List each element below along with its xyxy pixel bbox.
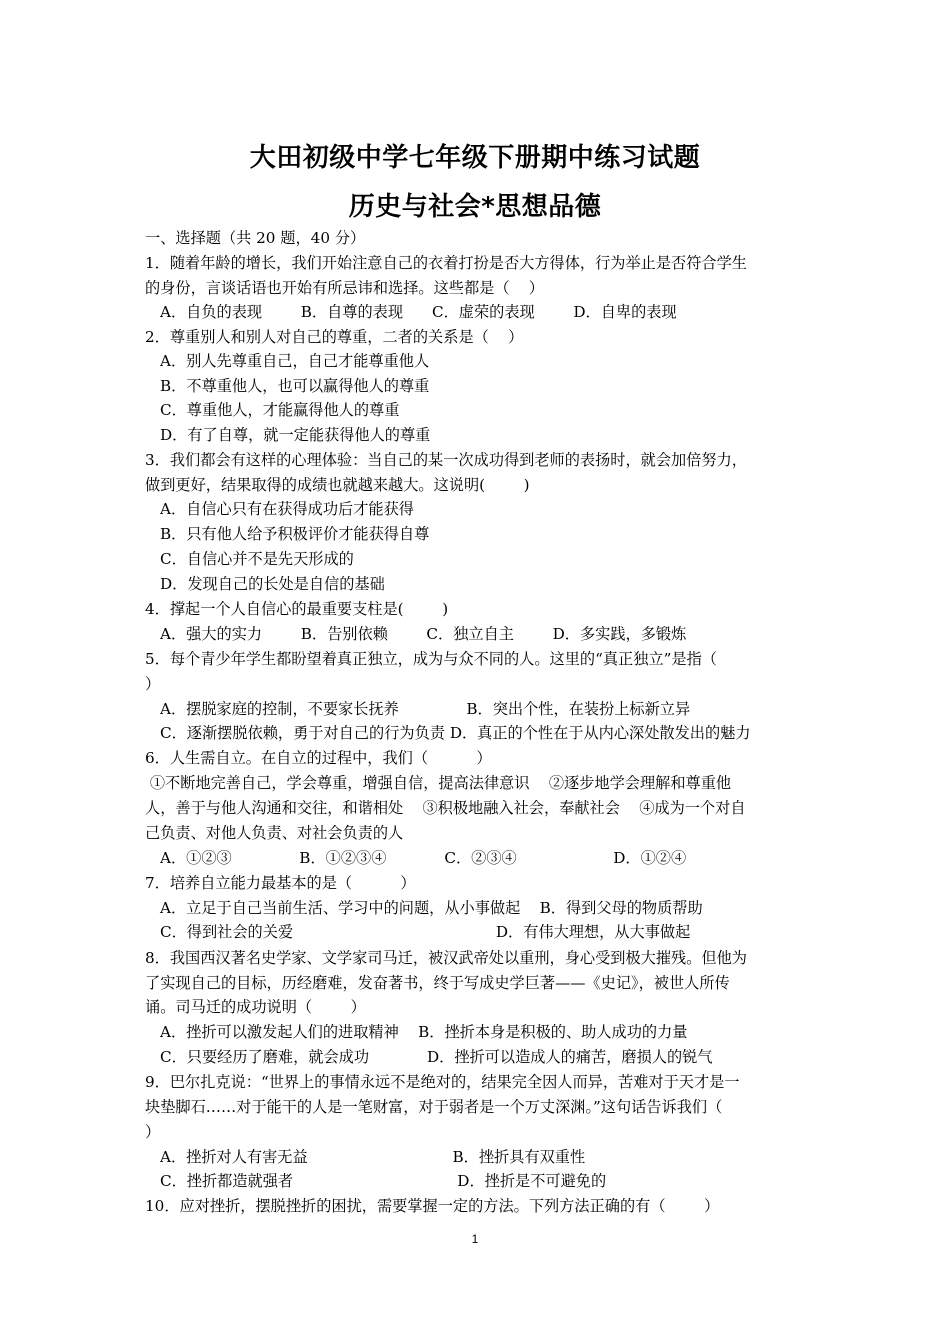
question-8-options-ab: A．挫折可以激发起人们的进取精神 B．挫折本身是积极的、助人成功的力量 [160, 1023, 688, 1041]
question-2-option-d: D．有了自尊，就一定能获得他人的尊重 [160, 426, 431, 444]
page-number: 1 [471, 1232, 479, 1246]
question-1-text-cont: 的身份，言谈话语也开始有所忌讳和选择。这些都是（ ） [145, 279, 544, 297]
question-10-text: 10．应对挫折，摆脱挫折的困扰，需要掌握一定的方法。下列方法正确的有（ ） [145, 1197, 720, 1215]
question-6-statements: ①不断地完善自己，学会尊重，增强自信，提高法律意识 ②逐步地学会理解和尊重他 [145, 774, 732, 792]
question-7-options-cd: C．得到社会的关爱 D．有伟大理想，从大事做起 [160, 923, 691, 941]
section-heading: 一、选择题（共 20 题，40 分） [145, 229, 366, 247]
question-6-options: A．①②③ B．①②③④ C．②③④ D．①②④ [160, 849, 687, 867]
question-9-options-cd: C．挫折都造就强者 D．挫折是不可避免的 [160, 1172, 607, 1190]
question-7-text: 7．培养自立能力最基本的是（ ） [145, 874, 416, 892]
question-3-option-a: A．自信心只有在获得成功后才能获得 [160, 500, 414, 518]
question-4-options: A．强大的实力 B．告别依赖 C．独立自主 D．多实践，多锻炼 [160, 625, 687, 643]
question-5-text-cont: ） [145, 675, 161, 693]
question-2-option-a: A．别人先尊重自己，自己才能尊重他人 [160, 352, 430, 370]
question-3-text-cont: 做到更好，结果取得的成绩也就越来越大。这说明( ) [145, 476, 530, 494]
question-3-option-c: C．自信心并不是先天形成的 [160, 550, 354, 568]
question-5-options-cd: C．逐渐摆脱依赖，勇于对自己的行为负责 D．真正的个性在于从内心深处散发出的魅力 [160, 724, 751, 742]
question-5-options-ab: A．摆脱家庭的控制，不要家长抚养 B．突出个性，在装扮上标新立异 [160, 700, 691, 718]
question-3-option-b: B．只有他人给予积极评价才能获得自尊 [160, 525, 430, 543]
question-8-text: 8．我国西汉著名史学家、文学家司马迁，被汉武帝处以重刑，身心受到极大摧残。但他为 [145, 949, 747, 967]
question-2-option-c: C．尊重他人，才能赢得他人的尊重 [160, 401, 400, 419]
document-title: 大田初级中学七年级下册期中练习试题 [249, 143, 701, 173]
question-6-text: 6．人生需自立。在自立的过程中，我们（ ） [145, 749, 492, 767]
question-8-text-cont: 了实现自己的目标，历经磨难，发奋著书，终于写成史学巨著——《史记》，被世人所传 [145, 974, 730, 992]
question-7-options-ab: A．立足于自己当前生活、学习中的问题，从小事做起 B．得到父母的物质帮助 [160, 899, 703, 917]
question-3-text: 3．我们都会有这样的心理体验：当自己的某一次成功得到老师的表扬时，就会加倍努力， [145, 451, 747, 469]
question-9-text-end: ） [145, 1123, 161, 1141]
question-1-options: A．自负的表现 B．自尊的表现 C．虚荣的表现 D．自卑的表现 [160, 303, 677, 321]
question-9-options-ab: A．挫折对人有害无益 B．挫折具有双重性 [160, 1148, 586, 1166]
question-9-text-cont: 块垫脚石……对于能干的人是一笔财富，对于弱者是一个万丈深渊。”这句话告诉我们（ [145, 1098, 723, 1116]
question-2-text: 2．尊重别人和别人对自己的尊重，二者的关系是（ ） [145, 328, 524, 346]
question-6-statements-cont: 人，善于与他人沟通和交往，和谐相处 ③积极地融入社会，奉献社会 ④成为一个对自 [145, 799, 746, 817]
question-3-option-d: D．发现自己的长处是自信的基础 [160, 575, 385, 593]
question-1-text: 1．随着年龄的增长，我们开始注意自己的衣着打扮是否大方得体，行为举止是否符合学生 [145, 254, 747, 272]
question-6-statements-end: 己负责、对他人负责、对社会负责的人 [145, 824, 404, 842]
question-5-text: 5．每个青少年学生都盼望着真正独立，成为与众不同的人。这里的“真正独立”是指（ [145, 650, 717, 668]
question-4-text: 4．撑起一个人自信心的最重要支柱是( ) [145, 600, 449, 618]
question-8-text-end: 诵。司马迁的成功说明（ ） [145, 998, 366, 1016]
question-9-text: 9．巴尔扎克说：“世界上的事情永远不是绝对的，结果完全因人而异，苦难对于天才是一 [145, 1073, 740, 1091]
document-subtitle: 历史与社会*思想品德 [348, 192, 602, 222]
question-8-options-cd: C．只要经历了磨难，就会成功 D．挫折可以造成人的痛苦，磨损人的锐气 [160, 1048, 713, 1066]
question-2-option-b: B．不尊重他人，也可以赢得他人的尊重 [160, 377, 430, 395]
